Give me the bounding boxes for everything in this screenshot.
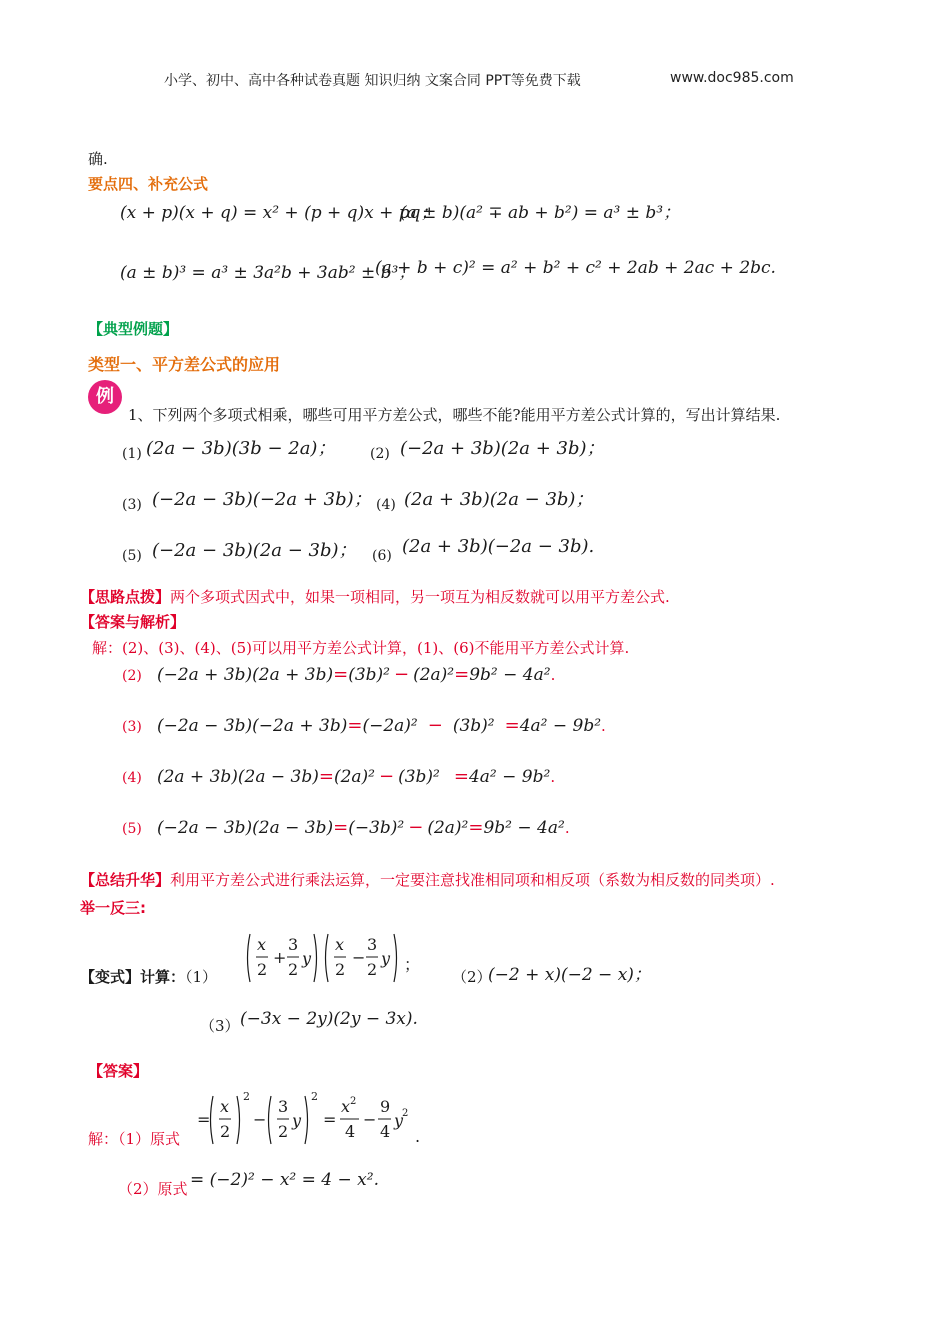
- solution-minus: −: [408, 817, 424, 838]
- solution-eq: =: [454, 664, 470, 685]
- variant-label: [80, 966, 217, 987]
- solution-line-3: [122, 715, 606, 736]
- variant-item3-expr: (−3x − 2y)(2y − 3x).: [240, 1009, 418, 1029]
- svg-text:−: −: [363, 1110, 377, 1129]
- solution-line-2: [122, 664, 555, 685]
- solution-lhs: (−2a − 3b)(−2a + 3b): [156, 716, 348, 736]
- variant-item3-label: （3）: [200, 1017, 240, 1035]
- solution-minus: −: [427, 715, 443, 736]
- solution-lhs: (−2a − 3b)(2a − 3b): [156, 818, 334, 838]
- svg-text:2: 2: [288, 960, 299, 979]
- solution-line-4: [122, 766, 555, 787]
- solution-eq: =: [333, 817, 349, 838]
- item-1-expr: (2a − 3b)(3b − 2a)；: [146, 438, 336, 459]
- solution-minus: −: [394, 664, 410, 685]
- item-3-expr: (−2a − 3b)(−2a + 3b)；: [152, 489, 372, 510]
- svg-text:x: x: [335, 935, 345, 954]
- solution-eq: =: [347, 715, 363, 736]
- svg-text:y: y: [292, 1111, 302, 1130]
- hint-text: 两个多项式因式中，如果一项相同，另一项互为相反数就可以用平方差公式.: [170, 588, 670, 606]
- svg-text:2: 2: [243, 1090, 250, 1103]
- item-6-label: (6): [372, 548, 392, 564]
- solution-lhs: (2a + 3b)(2a − 3b): [156, 767, 319, 787]
- summary-line: [80, 869, 775, 890]
- solution-eq: =: [453, 766, 469, 787]
- svg-text:2: 2: [350, 1096, 357, 1107]
- solution-label: (3): [122, 719, 142, 735]
- summary-label: 【总结升华】: [80, 871, 171, 889]
- hint-label: 【思路点拨】: [80, 588, 171, 606]
- solution-eq: =: [504, 715, 520, 736]
- item-2-label: (2): [370, 446, 390, 462]
- solution-end: .: [601, 717, 606, 735]
- header-text: 小学、初中、高中各种试卷真题 知识归纳 文案合同 PPT等免费下载: [164, 73, 581, 89]
- solution-term-a: (3b)²: [348, 665, 390, 685]
- solution-label: (2): [122, 668, 142, 684]
- solution-term-a: (2a)²: [333, 767, 375, 787]
- svg-text:2: 2: [257, 960, 268, 979]
- svg-text:2: 2: [402, 1108, 409, 1119]
- svg-text:4: 4: [380, 1122, 391, 1141]
- svg-text:3: 3: [367, 935, 378, 954]
- solution-term-b: (3b)²: [452, 716, 495, 736]
- svg-text:3: 3: [288, 935, 299, 954]
- variant-item1-formula: [244, 930, 424, 986]
- answer-title: 【答案与解析】: [80, 613, 186, 631]
- solution-term-b: (2a)²: [427, 818, 469, 838]
- svg-text:.: .: [415, 1127, 421, 1146]
- item-1-label: (1): [122, 446, 142, 462]
- variant-label-text: 【变式】计算：: [80, 968, 186, 986]
- item-5-label: (5): [122, 548, 142, 564]
- hint-line: [80, 586, 670, 607]
- header-site-link[interactable]: www.doc985.com: [670, 70, 794, 86]
- svg-text:x: x: [257, 935, 267, 954]
- svg-text:2: 2: [335, 960, 346, 979]
- svg-text:2: 2: [278, 1122, 289, 1141]
- solution-eq: =: [333, 664, 349, 685]
- answer2-line2-expr: = (−2)² − x² = 4 − x².: [190, 1170, 379, 1190]
- solution-eq: =: [318, 766, 334, 787]
- example-badge: 例: [88, 380, 122, 414]
- problem1-stem: 1、下列两个多项式相乘，哪些可用平方差公式，哪些不能?能用平方差公式计算的，写出计算结果.: [128, 406, 781, 424]
- section4-title: 要点四、补充公式: [88, 175, 209, 193]
- item-5-expr: (−2a − 3b)(2a − 3b)；: [152, 540, 357, 561]
- solution-term-a: (−3b)²: [348, 818, 405, 838]
- svg-text:9: 9: [380, 1097, 391, 1116]
- answer2-line2-label: （2）原式: [118, 1180, 188, 1198]
- examples-title: 【典型例题】: [88, 320, 179, 338]
- svg-text:y: y: [381, 949, 391, 968]
- solution-minus: −: [379, 766, 395, 787]
- answer2-line1-label: 解：（1）原式: [88, 1130, 181, 1148]
- svg-text:−: −: [253, 1110, 267, 1129]
- solution-end: .: [564, 819, 570, 837]
- svg-text:+: +: [273, 948, 287, 967]
- solution-term-b: (3b)²: [398, 767, 440, 787]
- formula-2: (a ± b)(a² ∓ ab + b²) = a³ ± b³；: [400, 203, 681, 223]
- item-4-label: (4): [376, 497, 396, 513]
- svg-text:2: 2: [367, 960, 378, 979]
- solution-term-a: (−2a)²: [362, 716, 418, 736]
- item-6-expr: (2a + 3b)(−2a − 3b).: [402, 536, 595, 557]
- solution-result: 9b² − 4a²: [483, 818, 565, 838]
- svg-text:y: y: [302, 949, 312, 968]
- svg-text:y: y: [394, 1111, 404, 1130]
- svg-text:；: ；: [404, 955, 421, 974]
- intro-tail: 确.: [88, 150, 108, 168]
- variant-item2-expr: (−2 + x)(−2 − x)；: [488, 965, 651, 985]
- svg-text:2: 2: [220, 1122, 231, 1141]
- item-4-expr: (2a + 3b)(2a − 3b)；: [404, 489, 594, 510]
- answer2-title: 【答案】: [88, 1062, 149, 1080]
- solution-end: .: [550, 666, 556, 684]
- svg-text:x: x: [341, 1097, 351, 1116]
- formula-4: (a + b + c)² = a² + b² + c² + 2ab + 2ac + 2bc.: [375, 258, 776, 278]
- svg-text:x: x: [220, 1097, 230, 1116]
- svg-text:3: 3: [278, 1097, 289, 1116]
- solution-intro: 解：(2)、(3)、(4)、(5)可以用平方差公式计算，(1)、(6)不能用平方差公式计算.: [92, 639, 630, 657]
- variant-item1-label: （1）: [185, 968, 218, 986]
- formula-1: (x + p)(x + q) = x² + (p + q)x + pq；: [120, 203, 438, 223]
- solution-result: 4a² − 9b²: [519, 716, 602, 736]
- svg-text:4: 4: [345, 1122, 356, 1141]
- solution-line-5: [122, 817, 570, 838]
- solution-eq: =: [468, 817, 484, 838]
- svg-text:2: 2: [311, 1090, 318, 1103]
- variant-item2-label: （2）: [452, 968, 492, 986]
- answer2-line1-formula: [195, 1090, 435, 1148]
- svg-text:=: =: [197, 1110, 211, 1129]
- solution-label: (4): [122, 770, 142, 786]
- solution-result: 9b² − 4a²: [469, 665, 551, 685]
- type1-title: 类型一、平方差公式的应用: [88, 355, 281, 374]
- item-3-label: (3): [122, 497, 142, 513]
- solution-label: (5): [122, 821, 142, 837]
- svg-text:−: −: [352, 948, 366, 967]
- solution-result: 4a² − 9b²: [468, 767, 551, 787]
- solution-end: .: [550, 768, 556, 786]
- solution-lhs: (−2a + 3b)(2a + 3b): [156, 665, 334, 685]
- item-2-expr: (−2a + 3b)(2a + 3b)；: [400, 438, 605, 459]
- summary-text: 利用平方差公式进行乘法运算，一定要注意找准相同项和相反项（系数为相反数的同类项）.: [170, 871, 775, 889]
- svg-text:=: =: [323, 1110, 337, 1129]
- practice-title: 举一反三:: [80, 899, 146, 917]
- solution-term-b: (2a)²: [413, 665, 455, 685]
- formula-3: (a ± b)³ = a³ ± 3a²b + 3ab² ± b³；: [120, 263, 416, 283]
